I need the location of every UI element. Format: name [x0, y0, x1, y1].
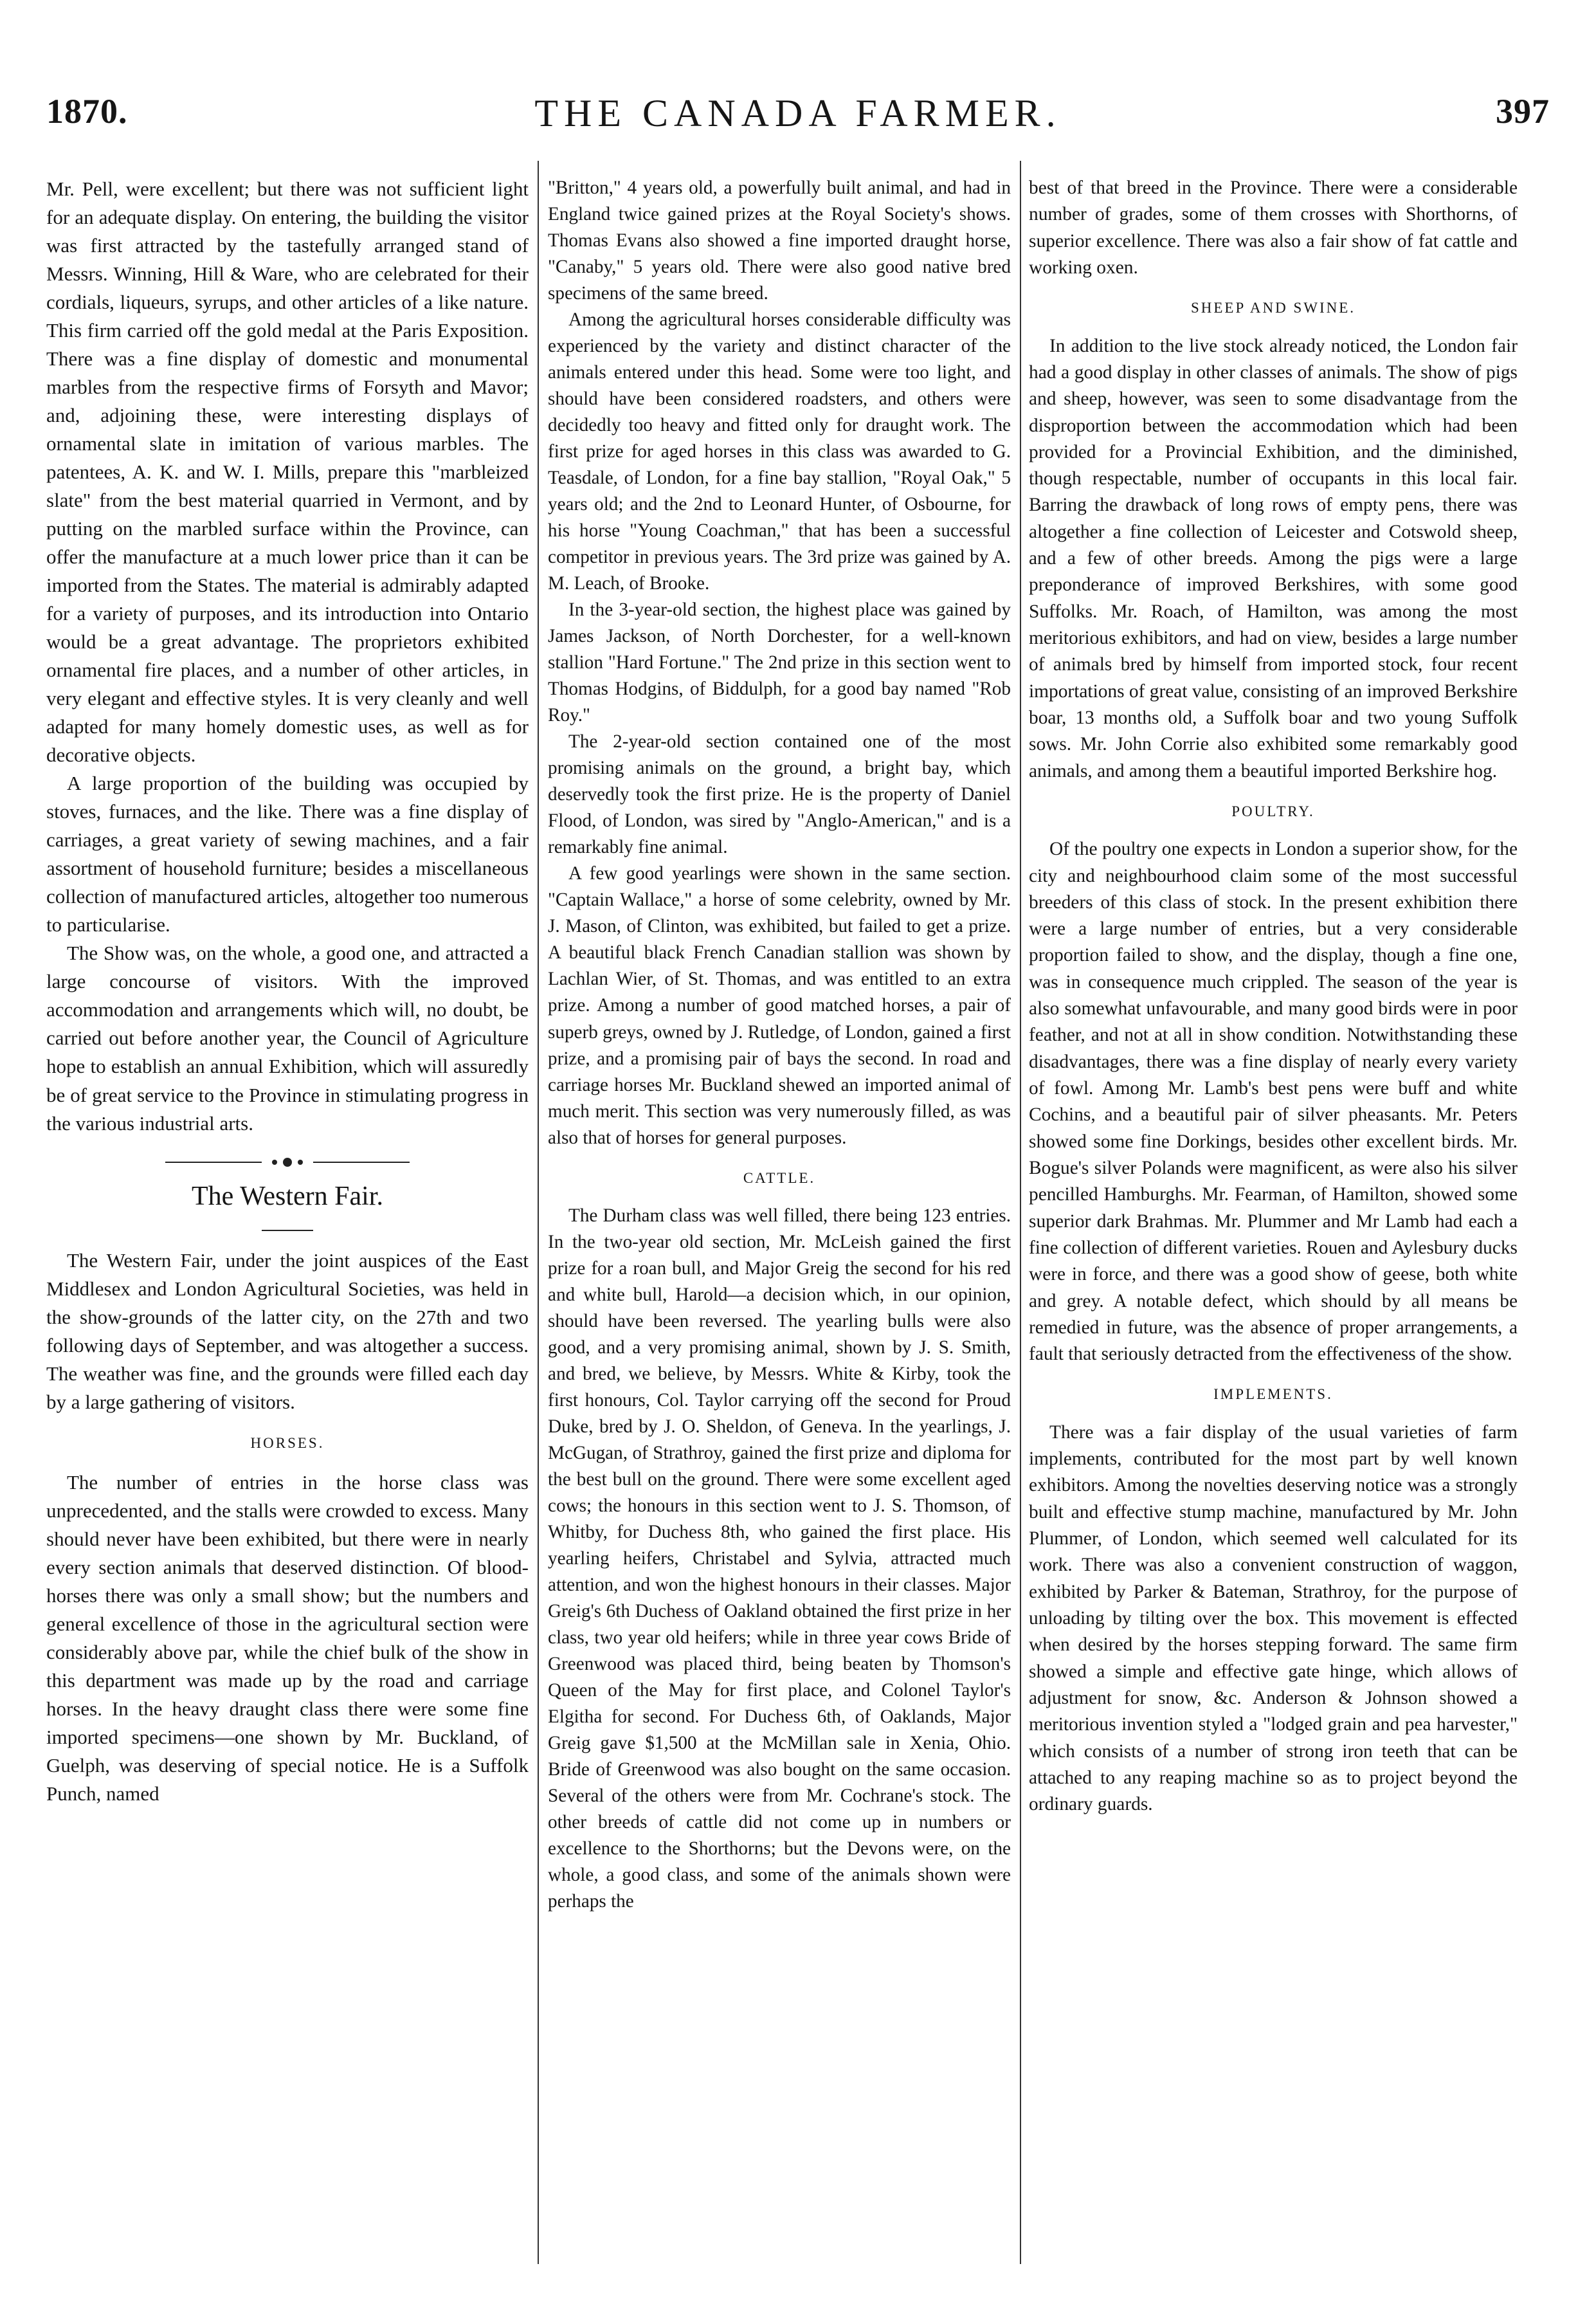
paragraph: "Britton," 4 years old, a powerfully built animal, and had in England twice gained prizes at the Royal Society's shows. Thomas Evans also showed a fine imported draught horse, "Canaby," 5 years old. There were also good native bred specimens of the same breed.	[548, 178, 1011, 304]
title-underline	[262, 1230, 313, 1231]
paragraph: The 2-year-old section contained one of the most promising animals on the ground, a bright bay, which deservedly took the first prize. He is the property of Daniel Flood, of London, was sired by "Anglo-American," and is a remarkably fine animal.	[548, 731, 1011, 858]
column-3	[1029, 175, 1518, 2259]
header-title: THE CANADA FARMER.	[534, 92, 1062, 134]
header-page-number: 397	[1496, 92, 1550, 131]
paragraph: In the 3-year-old section, the highest place was gained by James Jackson, of North Dorchester, for a well-known stallion "Hard Fortune." The 2nd prize in this section went to Thomas Hodgins, of Biddulph, for a good bay named "Rob Roy."	[548, 599, 1011, 726]
paragraph: A few good yearlings were shown in the same section. "Captain Wallace," a horse of some celebrity, owned by Mr. J. Mason, of Clinton, was exhibited, but failed to get a prize. A beautiful black French Canadian stallion was shown by Lachlan Wier, of St. Thomas, and was entitled to an extra prize. Among a number of good matched horses, a pair of superb greys, owned by J. Rutledge, of London, gained a first prize, and a promising pair of bays the second. In road and carriage horses Mr. Buckland shewed an imported animal of much merit. This section was very numerously filled, as was also that of horses for general purposes.	[548, 863, 1011, 1148]
paragraph: There was a fair display of the usual varieties of farm implements, contributed for the most part by well known exhibitors. Among the novelties deserving notice was a strongly built and effective stump machine, manufactured by Mr. John Plummer, of London, which seemed well calculated for its work. There was also a convenient construction of waggon, exhibited by Parker & Bateman, Strathroy, for the purpose of unloading by tilting over the box. This movement is effected when desired by the horses stepping forward. The same firm showed a simple and effective gate hinge, which allows of adjustment for snow, &c. Anderson & Johnson showed a meritorious invention styled a "lodged grain and pea harvester," which consists of a number of strong iron teeth that can be attached to any reaping machine so as to project beyond the ordinary guards.	[1029, 1421, 1518, 1815]
paragraph: Mr. Pell, were excellent; but there was not sufficient light for an adequate display. On entering, the building the visitor was first attracted by the tastefully arranged stand of Messrs. Winning, Hill & Ware, who are celebrated for their cordials, liqueurs, syrups, and other articles of a like nature. This firm carried off the gold medal at the Paris Exposition. There was a fine display of domestic and monumental marbles from the respective firms of Forsyth and Mavor; and, adjoining these, were interesting displays of ornamental slate in imitation of various marbles. The patentees, A. K. and W. I. Mills, prepare this "marbleized slate" from the best material quarried in Vermont, and by putting on the marbled surface within the Province, can offer the manufacture at a much lower price than it can be imported from the States. The material is admirably adapted for a variety of purposes, and its introduction into Ontario would be a great advantage. The proprietors exhibited ornamental fire places, and a number of other articles, in very elegant and effective styles. It is very cleanly and well adapted for many homely domestic uses, as well as for decorative objects.	[46, 178, 529, 767]
section-heading-cattle: CATTLE.	[743, 1169, 816, 1186]
paragraph: Of the poultry one expects in London a superior show, for the city and neighbourhood claim some of the most successful breeders of this class of stock. In the present exhibition there were a large number of entries, but a very considerable proportion failed to show, and the display, though a fine one, was in consequence much crippled. The season of the year is also somewhat unfavourable, and many good birds were in poor feather, and not at all in show condition. Notwithstanding these disadvantages, there was a fine display of nearly every variety of fowl. Among Mr. Lamb's best pens were buff and white Cochins, and a beautiful pair of silver pheasants. Mr. Peters showed some fine Dorkings, besides other excellent birds. Mr. Bogue's silver Polands were magnificent, as were also his silver pencilled Hamburghs. Mr. Fearman, of Hamilton, showed some superior dark Brahmas. Mr. Plummer and Mr Lamb had each a fine collection of different varieties. Rouen and Aylesbury ducks were in force, and there was a good show of geese, both white and grey. A notable defect, which should by all means be remedied in future, was the absence of proper arrangements, a fault that seriously detracted from the effectiveness of the show.	[1029, 839, 1518, 1365]
paragraph: best of that breed in the Province. There were a considerable number of grades, some of them crosses with Shorthorns, of superior excellence. There was also a fair show of fat cattle and working oxen.	[1029, 178, 1518, 278]
section-heading-horses: HORSES.	[250, 1435, 325, 1452]
paragraph: The Show was, on the whole, a good one, and attracted a large concourse of visitors. With the improved accommodation and arrangements which will, no doubt, be carried out before another year, the Council of Agriculture hope to establish an annual Exhibition, which will assuredly be of great service to the Province in stimulating progress in the various industrial arts.	[46, 942, 529, 1135]
header-year: 1870.	[46, 92, 128, 131]
page-header	[46, 91, 1550, 138]
paragraph: A large proportion of the building was occupied by stoves, furnaces, and the like. There was a fine display of carriages, a great variety of sewing machines, and a fair assortment of household furniture; besides a miscellaneous collection of manufactured articles, altogether too numerous to particularise.	[46, 772, 529, 936]
paragraph: The number of entries in the horse class was unprecedented, and the stalls were crowded to excess. Many should never have been exhibited, but there were in nearly every section animals that deserved distinction. Of blood-horses there was only a small show; but the numbers and general excellence of those in the agricultural section were considerably above par, while the chief bulk of the show in this department was made up by the road and carriage horses. In the heavy draught class there were some fine imported specimens—one shown by Mr. Buckland, of Guelph, was deserving of special notice. He is a Suffolk Punch, named	[46, 1470, 529, 1805]
paragraph: The Durham class was well filled, there being 123 entries. In the two-year old section, Mr. McLeish gained the first prize for a roan bull, and Major Greig the second for his red and white bull, Harold—a decision which, in our opinion, should have been reversed. The yearling bulls were also good, and a very promising animal, shown by J. S. Smith, and bred, we believe, by Messrs. White & Kirby, took the first honours, Col. Taylor carrying off the second for Proud Duke, bred by J. O. Sheldon, of Geneva. In the yearlings, J. McGugan, of Strathroy, gained the first prize and diploma for the best bull on the ground. There were some excellent aged cows; the honours in this section went to J. S. Thomson, of Whitby, for Duchess 8th, who gained the first place. His yearling heifers, Christabel and Sylvia, attracted much attention, and won the highest honours in their classes. Major Greig's 6th Duchess of Oakland obtained the first prize in her class, two year old heifers; while in three year cows Bride of Greenwood was placed third, being beaten by Thomson's Queen of the May for first place, and Colonel Taylor's Elgitha for second. For Duchess 6th, of Oaklands, Major Greig gave $1,500 at the McMillan sale in Xenia, Ohio. Bride of Greenwood was also bought on the same occasion. Several of the others were from Mr. Cochrane's stock. The other breeds of cattle did not come up in numbers or excellence to the Shorthorns; but the Devons were, on the whole, a good class, and some of the animals shown were perhaps the	[548, 1205, 1011, 1912]
section-heading-implements: IMPLEMENTS.	[1213, 1386, 1333, 1403]
paragraph: In addition to the live stock already noticed, the London fair had a good display in other classes of animals. The show of pigs and sheep, however, was seen to some disadvantage from the disproportion between the accommodation which had been provided for a Provincial Exhibition, and the diminished, though respectable, number of occupants in this local fair. Barring the drawback of long rows of empty pens, there was altogether a fine collection of Leicester and Cotswold sheep, and a few of other breeds. Among the pigs were a large preponderance of improved Berkshires, with some good Suffolks. Mr. Roach, of Hamilton, was among the most meritorious exhibitors, and had on view, besides a large number of animals bred by himself from imported stock, four recent importations of great value, consisting of an improved Berkshire boar, 13 months old, a Suffolk boar and two young Suffolk sows. Mr. John Corrie also exhibited some remarkably good animals, and among them a beautiful imported Berkshire hog.	[1029, 335, 1518, 781]
section-heading-poultry: POULTRY.	[1231, 803, 1315, 819]
article-title: The Western Fair.	[192, 1181, 383, 1211]
ornamental-divider	[165, 1156, 410, 1169]
paragraph: Among the agricultural horses considerable difficulty was experienced by the variety and distinct character of the animals entered under this head. Some were too light, and should have been considered roadsters, and others were decidedly too heavy and fitted only for draught work. The first prize for aged horses in this class was awarded to G. Teasdale, of London, for a fine bay stallion, "Royal Oak," 5 years old; and the 2nd to Leonard Hunter, of Osbourne, for his horse "Young Coachman," that has been a successful competitor in previous years. The 3rd prize was gained by A. M. Leach, of Brooke.	[548, 309, 1011, 594]
column-2	[548, 175, 1011, 2259]
section-heading-sheep-swine: SHEEP AND SWINE.	[1190, 300, 1356, 316]
paragraph: The Western Fair, under the joint auspices of the East Middlesex and London Agricultural Societies, was held in the show-grounds of the latter city, on the 27th and two following days of September, and was altogether a success. The weather was fine, and the grounds were filled each day by a large gathering of visitors.	[46, 1249, 529, 1414]
column-1	[46, 175, 529, 2259]
column-rule-2	[1020, 161, 1021, 2264]
column-rule-1	[538, 161, 539, 2264]
